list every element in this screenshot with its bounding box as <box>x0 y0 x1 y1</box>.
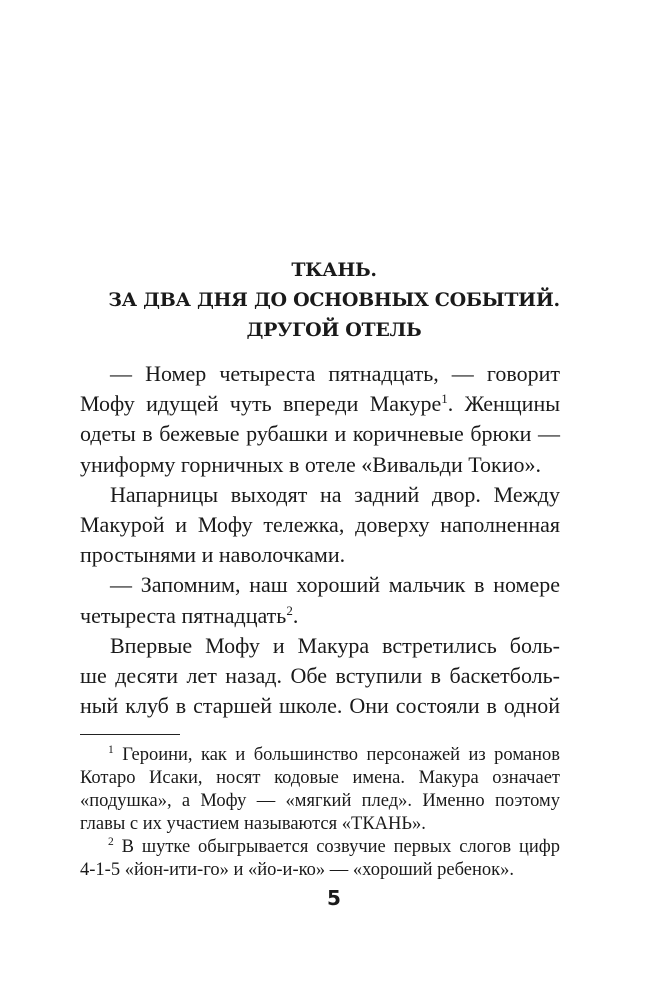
text-line: — Запомним, наш хороший мальчик в номере <box>110 572 560 598</box>
text-fragment: . <box>292 602 299 628</box>
footnote-divider <box>80 734 180 735</box>
text-line: — Номер четыреста пятнадцать, — говорит <box>110 361 560 386</box>
text-line: простынями и наволочками. <box>80 542 346 568</box>
footnote-1-line: главы с их участием называются «ТКАНЬ». <box>80 814 426 834</box>
footnote-text: В шутке обыгрывается созвучие первых слогов цифр <box>121 837 560 857</box>
text-line: Макурой и Мофу тележка, доверху наполненная <box>80 511 560 537</box>
text-fragment: четыреста пятнадцать <box>80 602 287 628</box>
footnote-2-line <box>80 836 560 859</box>
footnote-1-line <box>80 744 560 767</box>
footnote-mark: 1 <box>108 744 114 756</box>
main-text <box>80 359 560 721</box>
text-line: униформу горничных в отеле «Вивальди Токио». <box>80 451 541 477</box>
text-line: ный клуб в старшей школе. Они состояли в одной <box>80 693 560 719</box>
text-line: одеты в бежевые рубашки и коричневые брюки — <box>80 421 560 447</box>
chapter-title-line: ТКАНЬ. <box>291 259 377 281</box>
footnotes <box>80 744 560 882</box>
chapter-title-line: ЗА ДВА ДНЯ ДО ОСНОВНЫХ СОБЫТИЙ. <box>108 289 560 311</box>
text-fragment: Мофу идущей чуть впереди Макуре <box>80 391 442 417</box>
text-line: Впервые Мофу и Макура встретились боль- <box>110 632 560 658</box>
text-line: ше десяти лет назад. Обе вступили в баскетболь- <box>80 662 560 688</box>
footnote-ref-1: 1 <box>441 391 448 407</box>
footnote-text: Героини, как и большинство персонажей из романов <box>122 745 561 765</box>
footnote-ref-2: 2 <box>286 602 293 618</box>
text-line: Напарницы выходят на задний двор. Между <box>110 481 560 507</box>
text-fragment: . Женщины <box>447 391 560 417</box>
page-number: 5 <box>327 886 341 910</box>
footnote-1-line: Котаро Исаки, носят кодовые имена. Макура означает <box>80 768 560 788</box>
text-line <box>80 601 560 631</box>
text-line <box>80 389 560 419</box>
chapter-title-line: ДРУГОЙ ОТЕЛЬ <box>246 319 422 341</box>
footnote-1-line: «подушка», а Мофу — «мягкий плед». Именно поэтому <box>80 791 560 811</box>
footnote-mark: 2 <box>108 836 114 848</box>
chapter-title <box>0 255 668 345</box>
footnote-2-line: 4-1-5 «йон-ити-го» и «йо-и-ко» — «хороший ребенок». <box>80 860 514 880</box>
